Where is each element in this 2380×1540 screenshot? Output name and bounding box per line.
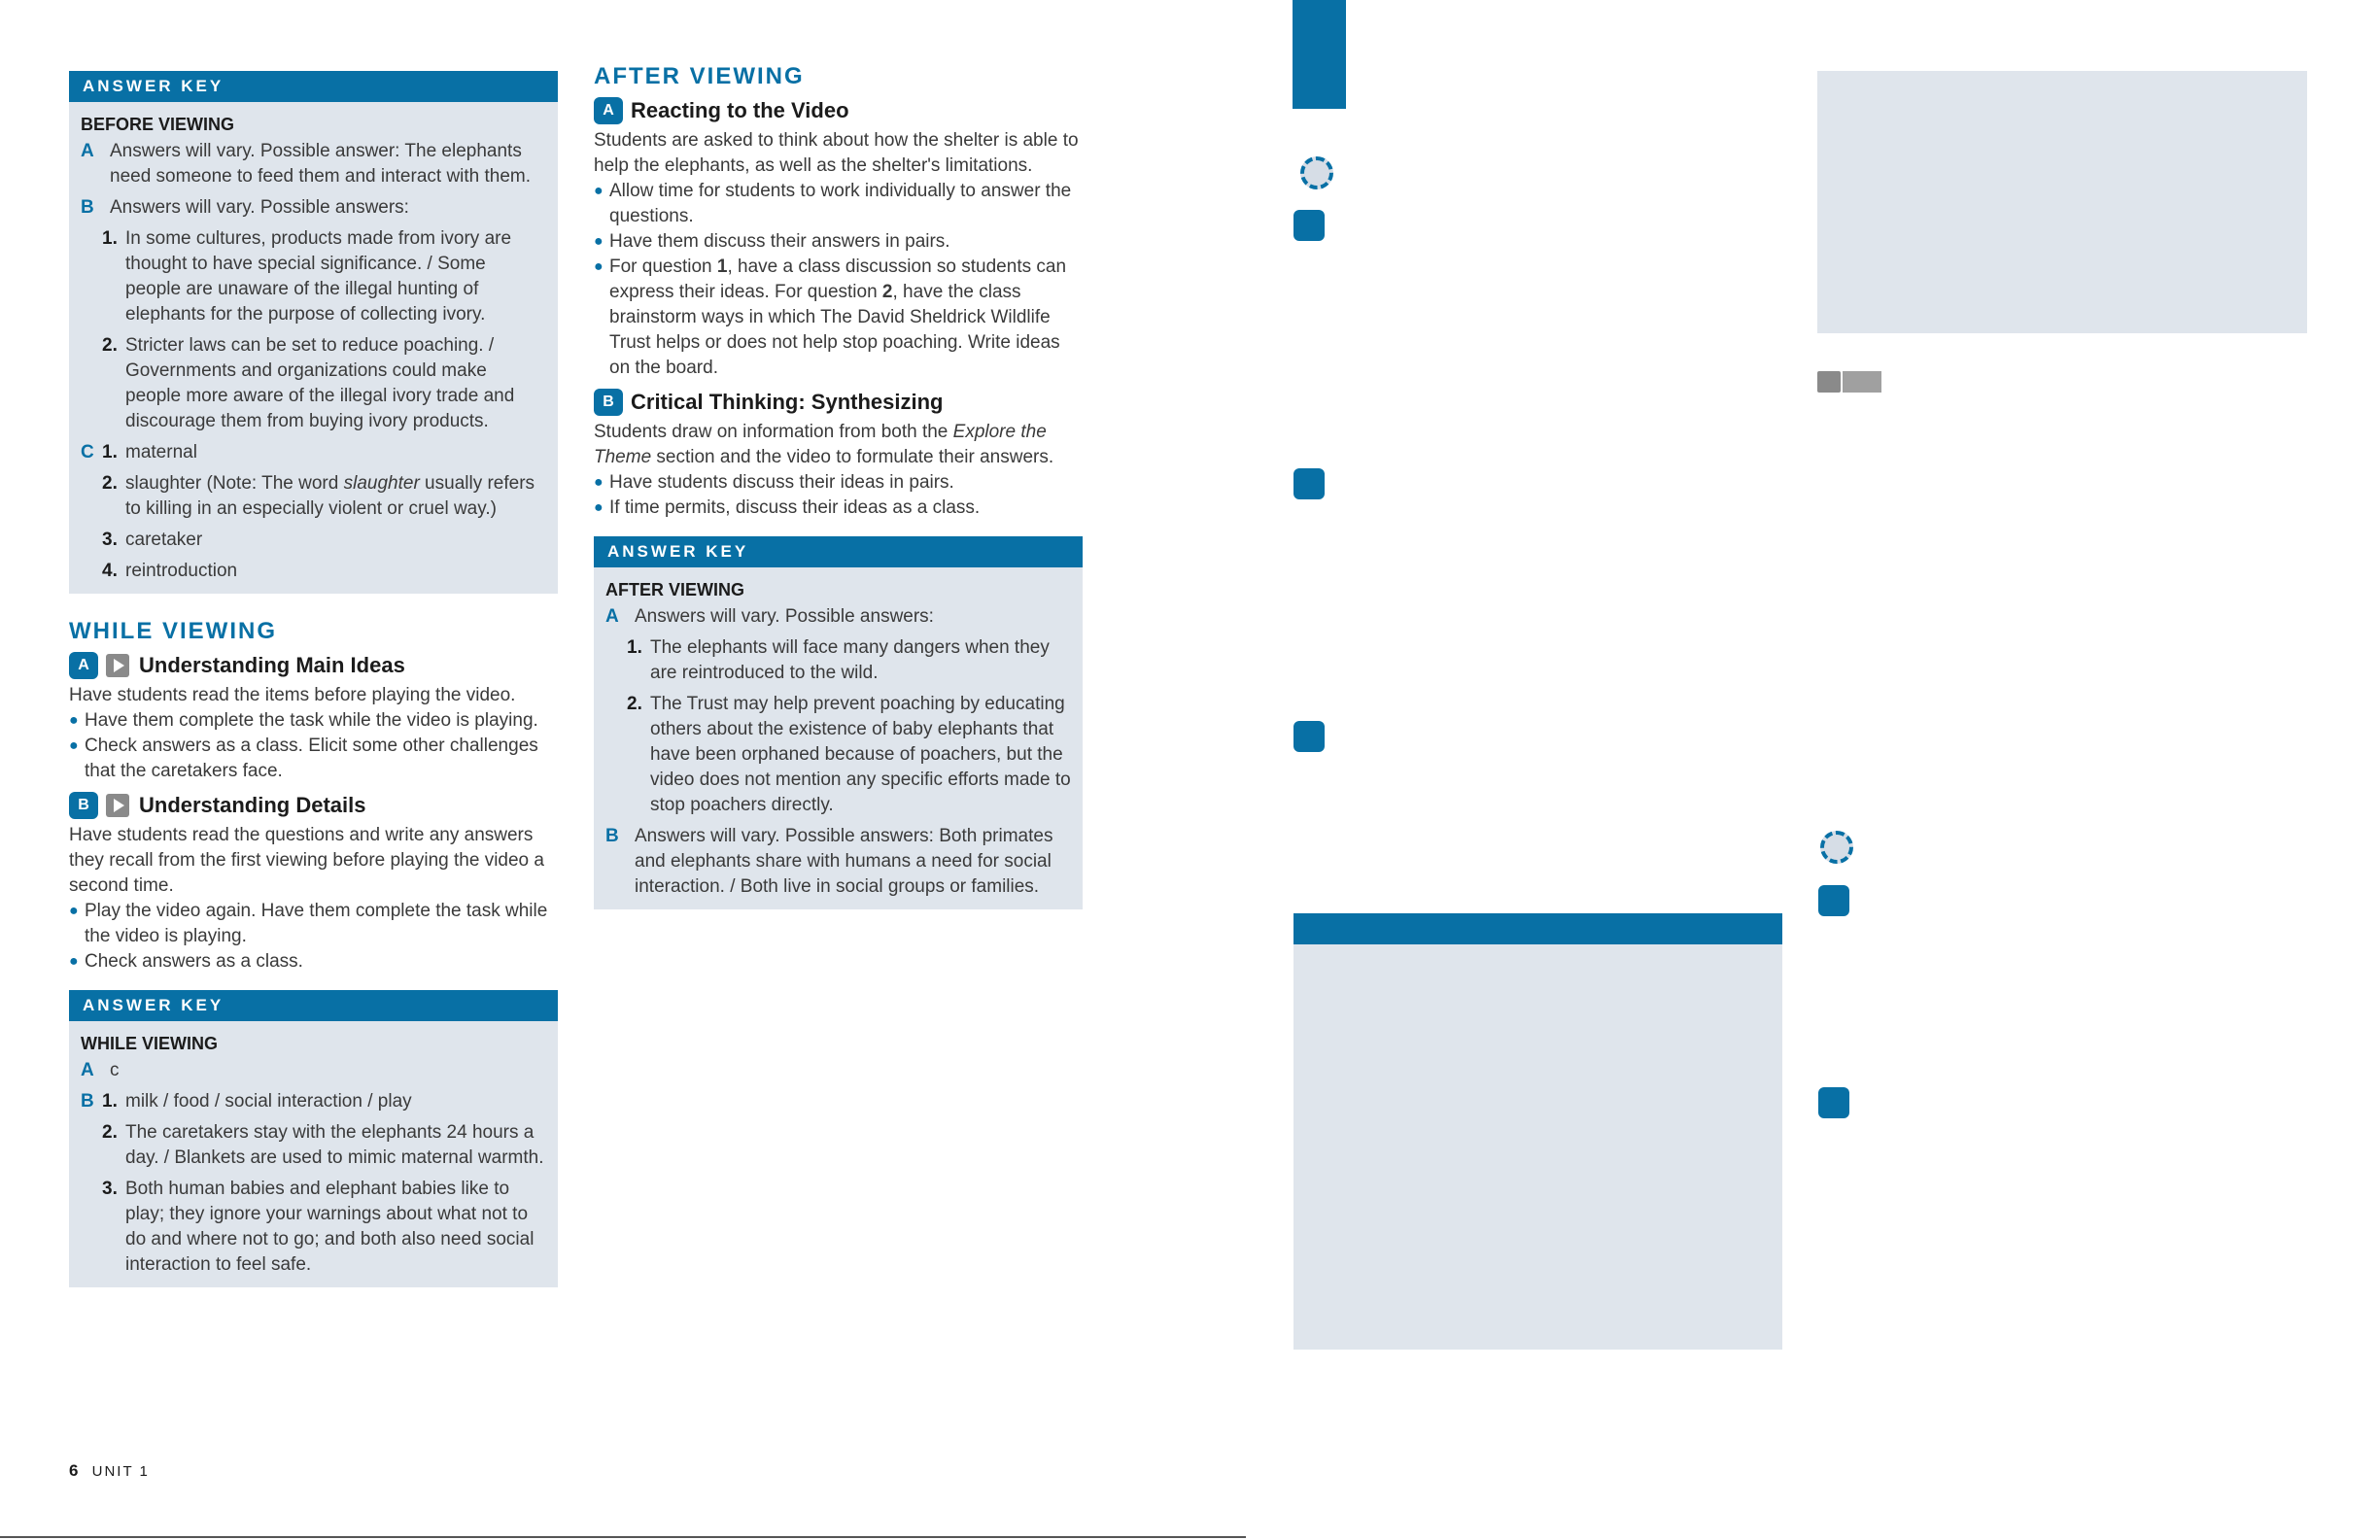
answer-c-item-1 xyxy=(81,440,546,465)
bullet-text: Play the video again. Have them complete the task while the video is playing. xyxy=(85,901,548,946)
bullet-text: Allow time for students to work individually to answer the questions. xyxy=(609,181,1072,226)
video-play-icon[interactable] xyxy=(106,794,129,817)
answer-letter: B xyxy=(605,826,619,846)
answer-key-header: ANSWER KEY xyxy=(594,536,1083,567)
answer-key-box-placeholder xyxy=(1293,944,1782,1350)
bullet-item xyxy=(594,255,1083,381)
item-text: The caretakers stay with the elephants 24 hours a day. / Blankets are used to mimic maternal warmth. xyxy=(125,1122,544,1168)
badge-placeholder xyxy=(1293,721,1325,752)
bold-text: 1 xyxy=(716,257,728,277)
bullet-icon: ● xyxy=(594,499,604,516)
page-number: 6 xyxy=(69,1461,79,1480)
answer-b-item-3 xyxy=(81,1177,546,1278)
task-title: Critical Thinking: Synthesizing xyxy=(631,390,944,414)
item-number: 2. xyxy=(102,335,118,356)
middle-column xyxy=(594,64,1083,909)
text-run: For question xyxy=(609,257,717,277)
item-number: 2. xyxy=(627,694,642,714)
task-intro: Have students read the items before playing the video. xyxy=(69,685,516,705)
bullet-item xyxy=(594,470,1083,496)
item-text: maternal xyxy=(125,442,197,462)
answer-key-while-viewing xyxy=(69,990,558,1287)
text-run: slaughter (Note: The word xyxy=(125,473,344,494)
bullet-icon: ● xyxy=(69,903,79,919)
text-run: usually refers to killing in an especially violent or cruel way.) xyxy=(125,473,535,519)
item-text: The elephants will face many dangers when they are reintroduced to the wild. xyxy=(650,637,1050,683)
answer-letter: A xyxy=(81,1060,94,1080)
task-badge: B xyxy=(594,389,623,416)
text-run: , have the class brainstorm ways in which The David Sheldrick Wildlife Trust helps or does not help stop poaching. Write ideas on the board. xyxy=(609,282,1060,378)
bullet-icon: ● xyxy=(69,737,79,754)
item-text: reintroduction xyxy=(125,561,238,581)
unit-label: UNIT 1 xyxy=(91,1463,150,1480)
bullet-item xyxy=(69,708,558,734)
bullet-icon: ● xyxy=(594,258,604,275)
bullet-text: Check answers as a class. Elicit some other challenges that the caretakers face. xyxy=(85,736,538,781)
answer-b-item-1 xyxy=(81,1089,546,1114)
page-footer xyxy=(69,1461,150,1481)
item-number: 1. xyxy=(102,228,118,249)
bullet-text: Have students discuss their ideas in pairs. xyxy=(609,472,954,493)
bullet-icon: ● xyxy=(69,953,79,970)
left-column xyxy=(69,71,558,1287)
bottom-rule xyxy=(0,1536,1246,1538)
answer-text: Answers will vary. Possible answers: xyxy=(110,197,409,218)
answer-key-after-viewing xyxy=(594,536,1083,909)
audio-icon xyxy=(1817,371,1841,393)
audio-track-label xyxy=(1843,371,1881,393)
badge-placeholder xyxy=(1293,210,1325,241)
answer-key-before-viewing xyxy=(69,71,558,594)
item-text xyxy=(125,471,546,522)
task-intro xyxy=(594,420,1083,470)
answer-a xyxy=(81,1058,546,1083)
task-intro: Students are asked to think about how the shelter is able to help the elephants, as well as the shelter's limitations. xyxy=(594,130,1079,176)
task-title: Understanding Details xyxy=(139,793,366,817)
section-title-while-viewing: WHILE VIEWING xyxy=(69,618,277,644)
bullet-item xyxy=(69,899,558,949)
answer-b-item-2 xyxy=(81,333,546,434)
dashed-circle-icon xyxy=(1820,831,1853,864)
bullet-text: If time permits, discuss their ideas as a class. xyxy=(609,497,981,518)
answer-key-header-placeholder xyxy=(1293,913,1782,944)
task-intro: Have students read the questions and write any answers they recall from the first viewing before playing the video a second time. xyxy=(69,825,544,896)
answer-b-item-1 xyxy=(81,226,546,327)
answer-a xyxy=(605,604,1071,630)
answer-c-item-3 xyxy=(81,528,546,553)
dashed-circle-icon xyxy=(1300,156,1333,189)
task-badge: A xyxy=(594,97,623,124)
item-number: 1. xyxy=(102,442,118,462)
item-number: 1. xyxy=(627,637,642,658)
answer-b xyxy=(605,824,1071,900)
item-text: milk / food / social interaction / play xyxy=(125,1091,412,1112)
answer-key-subheading: AFTER VIEWING xyxy=(605,580,744,599)
answer-key-subheading: BEFORE VIEWING xyxy=(81,115,235,134)
item-text: The Trust may help prevent poaching by educating others about the existence of baby elephants that have been orphaned because of poachers, but the video does not mention any specific efforts made to stop poachers directly. xyxy=(650,694,1071,815)
bullet-text: Have them complete the task while the video is playing. xyxy=(85,710,538,731)
bullet-item xyxy=(594,179,1083,229)
bullet-item xyxy=(594,496,1083,521)
task-a-heading xyxy=(69,652,558,679)
text-run: Students draw on information from both the xyxy=(594,422,953,442)
item-number: 1. xyxy=(102,1091,118,1112)
answer-text: Answers will vary. Possible answer: The elephants need someone to feed them and interact with them. xyxy=(110,141,532,187)
task-title: Reacting to the Video xyxy=(631,98,849,122)
answer-key-header: ANSWER KEY xyxy=(69,990,558,1021)
item-number: 4. xyxy=(102,561,118,581)
italic-text: Explore the Theme xyxy=(594,422,1047,467)
answer-text: Answers will vary. Possible answers: xyxy=(635,606,934,627)
badge-placeholder xyxy=(1818,885,1849,916)
answer-key-header: ANSWER KEY xyxy=(69,71,558,102)
answer-text: Answers will vary. Possible answers: Both primates and elephants share with humans a need for social interaction. / Both live in social groups or families. xyxy=(635,826,1053,897)
video-play-icon[interactable] xyxy=(106,654,129,677)
bullet-icon: ● xyxy=(69,712,79,729)
bullet-icon: ● xyxy=(594,474,604,491)
item-text: Both human babies and elephant babies like to play; they ignore your warnings about what not to do and where not to go; and both also need social interaction to feel safe. xyxy=(125,1179,535,1275)
answer-key-subheading: WHILE VIEWING xyxy=(81,1034,218,1053)
top-color-block xyxy=(1293,0,1346,109)
item-text: caretaker xyxy=(125,530,203,550)
bold-text: 2 xyxy=(881,282,893,302)
bullet-text xyxy=(609,255,1083,381)
item-number: 2. xyxy=(102,1122,118,1143)
bullet-text: Have them discuss their answers in pairs. xyxy=(609,231,950,252)
answer-text: c xyxy=(110,1060,120,1080)
task-badge: B xyxy=(69,792,98,819)
answer-c-item-2 xyxy=(81,471,546,522)
badge-placeholder xyxy=(1293,468,1325,499)
task-title: Understanding Main Ideas xyxy=(139,653,405,677)
section-title-after-viewing: AFTER VIEWING xyxy=(594,63,805,89)
bullet-item xyxy=(69,949,558,975)
answer-b-item-2 xyxy=(81,1120,546,1171)
answer-a-item-1 xyxy=(605,635,1071,686)
text-run: , have a class discussion so students can express their ideas. For question xyxy=(609,257,1067,302)
bullet-item xyxy=(69,734,558,784)
item-text: Stricter laws can be set to reduce poaching. / Governments and organizations could make people more aware of the illegal ivory trade and discourage them from buying ivory products. xyxy=(125,335,515,431)
task-b-heading xyxy=(69,792,558,819)
badge-placeholder xyxy=(1818,1087,1849,1118)
answer-a xyxy=(81,139,546,189)
bullet-item xyxy=(594,229,1083,255)
task-badge: A xyxy=(69,652,98,679)
bullet-text: Check answers as a class. xyxy=(85,951,303,972)
answer-letter: B xyxy=(81,197,94,218)
text-run: section and the video to formulate their answers. xyxy=(651,447,1054,467)
italic-text: slaughter xyxy=(343,473,420,494)
answer-letter: C xyxy=(81,442,94,462)
answer-a-item-2 xyxy=(605,692,1071,818)
answer-letter: B xyxy=(81,1091,94,1112)
bullet-icon: ● xyxy=(594,233,604,250)
task-a-heading xyxy=(594,97,1083,124)
bullet-icon: ● xyxy=(594,183,604,199)
item-number: 3. xyxy=(102,1179,118,1199)
answer-letter: A xyxy=(605,606,619,627)
item-text: In some cultures, products made from ivory are thought to have special significance. / Some people are unaware of the illegal hunting of elephants for the purpose of collecting ivory. xyxy=(125,228,512,325)
item-number: 2. xyxy=(102,473,118,494)
item-number: 3. xyxy=(102,530,118,550)
answer-c-item-4 xyxy=(81,559,546,584)
task-b-heading xyxy=(594,389,1083,416)
answer-letter: A xyxy=(81,141,94,161)
image-placeholder xyxy=(1817,71,2307,333)
answer-b xyxy=(81,195,546,221)
